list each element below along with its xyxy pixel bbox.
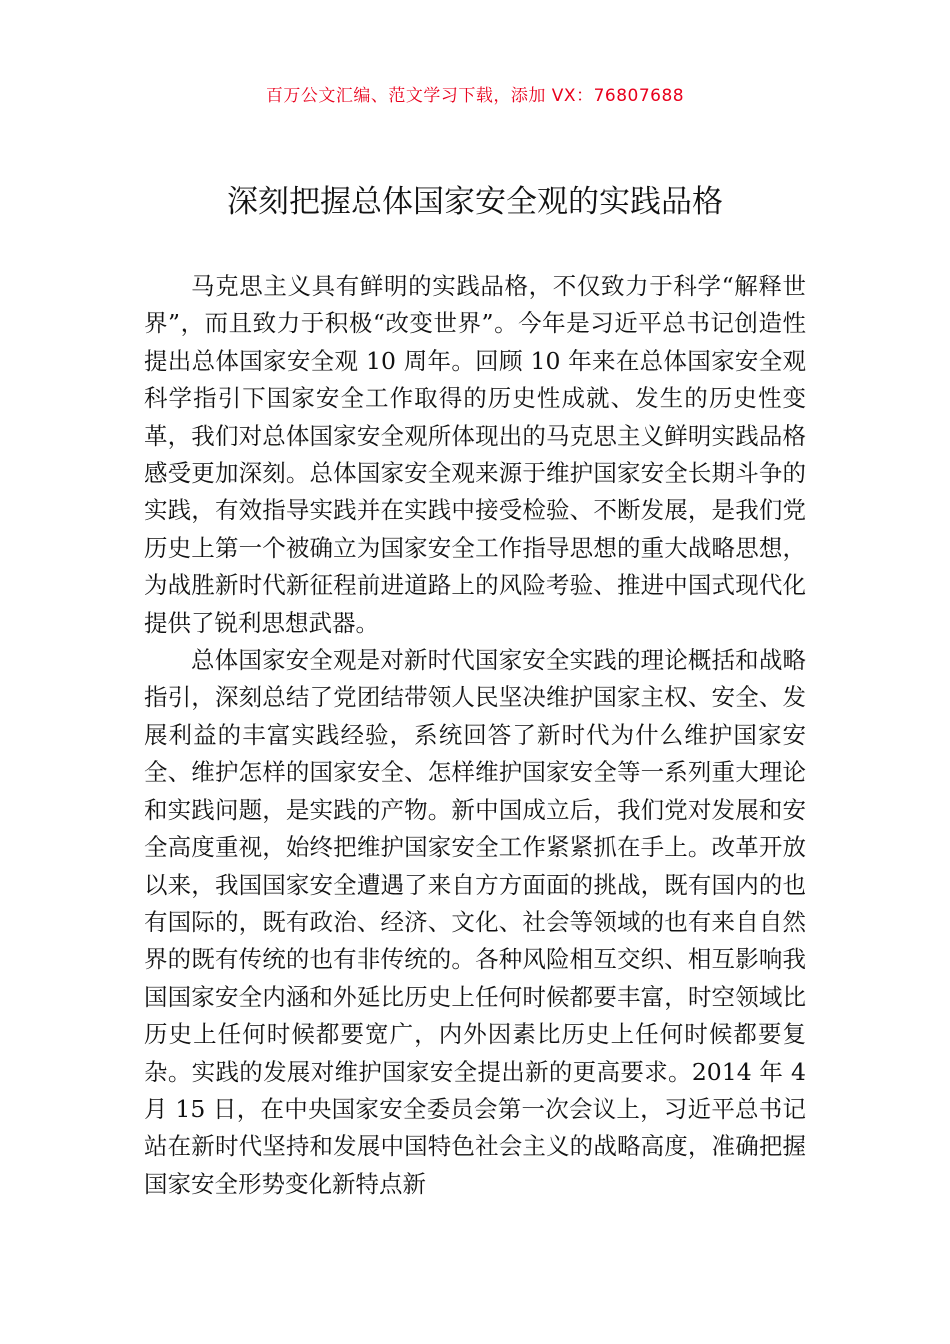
watermark-banner: 百万公文汇编、范文学习下载，添加 VX：76807688 bbox=[265, 86, 685, 106]
document-body bbox=[144, 268, 806, 1203]
document-title: 深刻把握总体国家安全观的实践品格 bbox=[227, 184, 723, 220]
paragraph-2: 总体国家安全观是对新时代国家安全实践的理论概括和战略指引，深刻总结了党团结带领人民坚决维护国家主权、安全、发展利益的丰富实践经验，系统回答了新时代为什么维护国家安全、维护怎样的国家安全、怎样维护国家安全等一系列重大理论和实践问题，是实践的产物。新中国成立后，我们党对发展和安全高度重视，始终把维护国家安全工作紧紧抓在手上。改革开放以来，我国国家安全遭遇了来自方方面面的挑战，既有国内的也有国际的，既有政治、经济、文化、社会等领域的也有来自自然界的既有传统的也有非传统的。各种风险相互交织、相互影响我国国家安全内涵和外延比历史上任何时候都要丰富，时空领域比历史上任何时候都要宽广，内外因素比历史上任何时候都要复杂。实践的发展对维护国家安全提出新的更高要求。2014 年 4 月 15 日，在中央国家安全委员会第一次会议上，习近平总书记站在新时代坚持和发展中国特色社会主义的战略高度，准确把握国家安全形势变化新特点新 bbox=[144, 646, 806, 1198]
paragraph-1: 马克思主义具有鲜明的实践品格，不仅致力于科学“解释世界”，而且致力于积极“改变世界”。今年是习近平总书记创造性提出总体国家安全观 10 周年。回顾 10 年来在总体国家安全观科学指引下国家安全工作取得的历史性成就、发生的历史性变革，我们对总体国家安全观所体现出的马克思主义鲜明实践品格感受更加深刻。总体国家安全观来源于维护国家安全长期斗争的实践，有效指导实践并在实践中接受检验、不断发展，是我们党历史上第一个被确立为国家安全工作指导思想的重大战略思想，为战胜新时代新征程前进道路上的风险考验、推进中国式现代化提供了锐利思想武器。 bbox=[144, 272, 806, 637]
